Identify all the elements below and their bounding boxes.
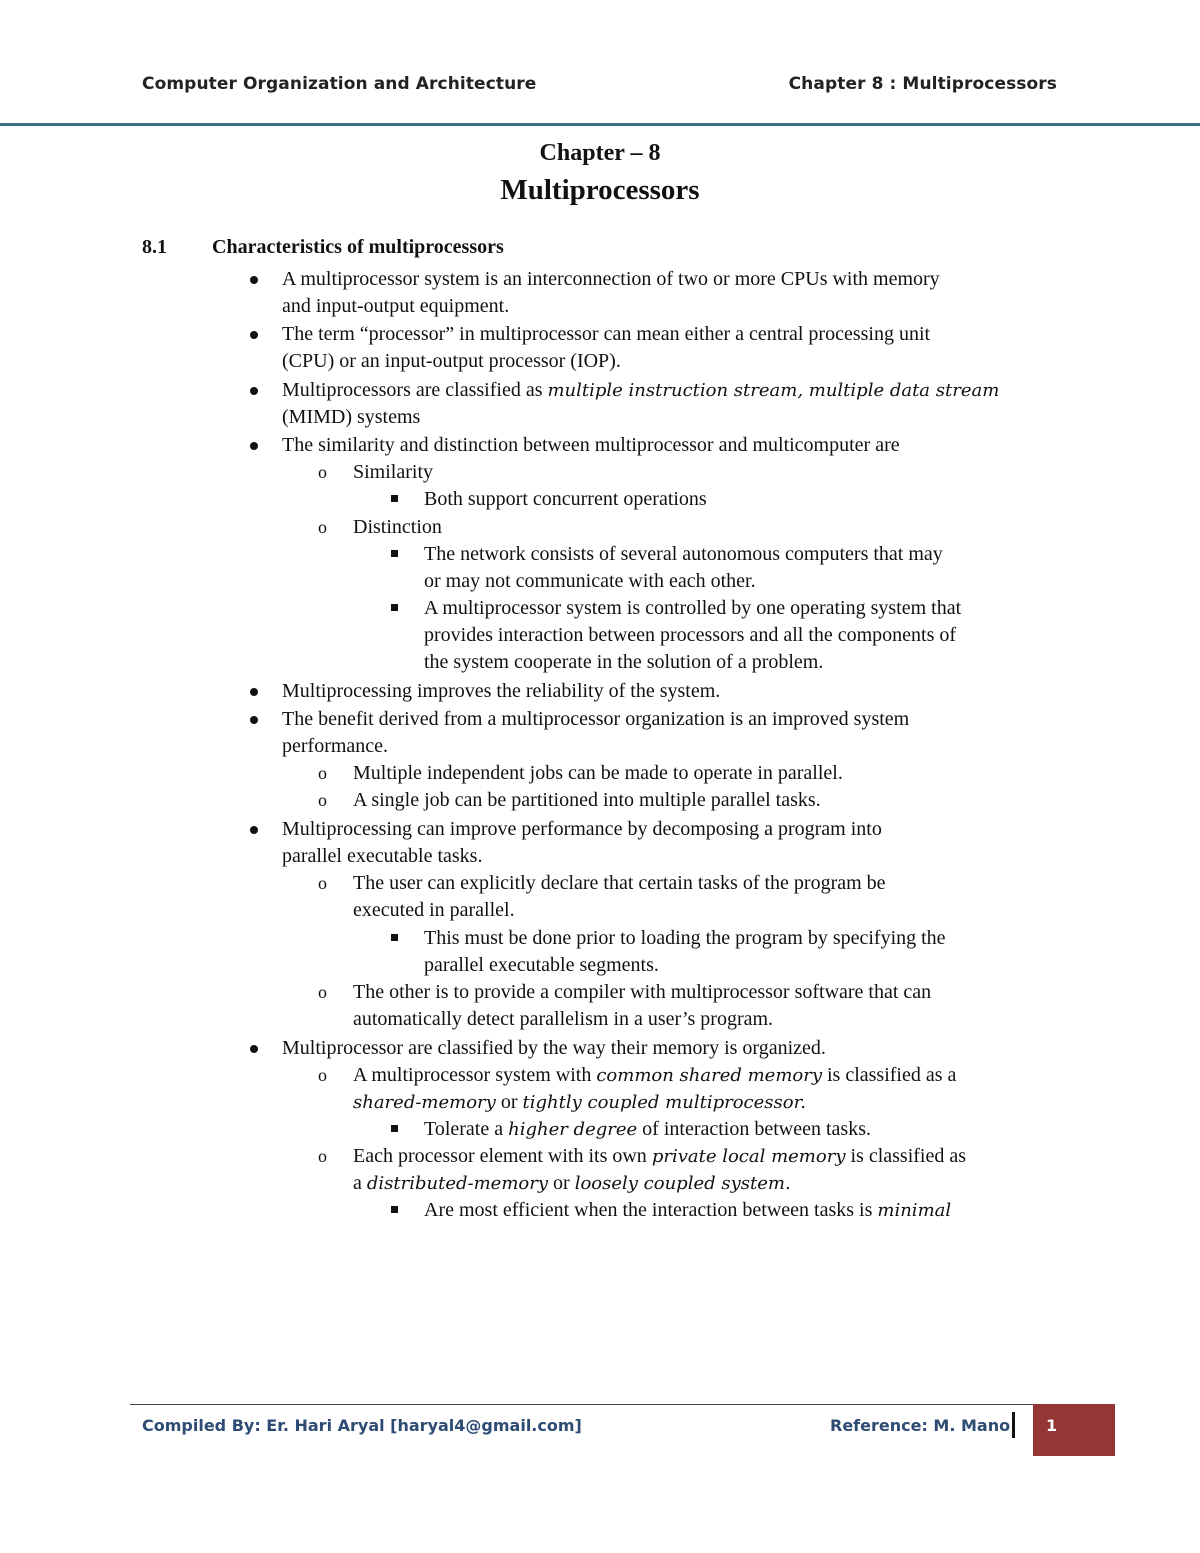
emphasis: minimal: [877, 1200, 952, 1221]
sub-item-text: A multiprocessor system with common shared memory is classified as a: [353, 1064, 957, 1086]
list-item-text: (MIMD) systems: [282, 406, 421, 428]
sub-bullet-marker: o: [318, 1146, 327, 1166]
list-item-text: The benefit derived from a multiprocessor organization is an improved system: [282, 708, 910, 730]
sub-item-text: Distinction: [353, 516, 442, 538]
footer-reference: Reference: M. Mano: [830, 1416, 1011, 1435]
bullet-marker: [250, 276, 258, 284]
sub-bullet-marker: o: [318, 517, 327, 537]
sub-sub-item-text: Both support concurrent operations: [424, 488, 707, 510]
sub-bullet-marker: o: [318, 982, 327, 1002]
emphasis: loosely coupled system.: [574, 1173, 791, 1194]
square-bullet-marker: [391, 1125, 398, 1132]
section-number: 8.1: [142, 236, 167, 258]
list-item-text: Multiprocessor are classified by the way their memory is organized.: [282, 1037, 826, 1059]
sub-bullet-marker: o: [318, 462, 327, 482]
list-item-text: The similarity and distinction between multiprocessor and multicomputer are: [282, 434, 900, 456]
square-bullet-marker: [391, 604, 398, 611]
emphasis: shared-memory: [353, 1092, 496, 1113]
sub-sub-item-text: parallel executable segments.: [424, 954, 659, 976]
emphasis: common shared memory: [596, 1065, 822, 1086]
bullet-marker: [250, 716, 258, 724]
list-item-text: (CPU) or an input-output processor (IOP).: [282, 350, 621, 372]
list-item-text: A multiprocessor system is an interconnection of two or more CPUs with memory: [282, 268, 940, 290]
list-item-text: and input-output equipment.: [282, 295, 510, 317]
square-bullet-marker: [391, 934, 398, 941]
sub-item-text: The user can explicitly declare that certain tasks of the program be: [353, 872, 886, 894]
sub-sub-item-text: A multiprocessor system is controlled by one operating system that: [424, 597, 962, 619]
emphasis: multiple instruction stream, multiple data stream: [547, 380, 1000, 401]
square-bullet-marker: [391, 495, 398, 502]
footer-compiled-by: Compiled By: Er. Hari Aryal [haryal4@gmail.com]: [142, 1416, 582, 1435]
sub-sub-item-text: Are most efficient when the interaction between tasks is minimal: [424, 1199, 952, 1221]
sub-item-text: executed in parallel.: [353, 899, 515, 921]
sub-sub-item-text: The network consists of several autonomous computers that may: [424, 543, 943, 565]
square-bullet-marker: [391, 1206, 398, 1213]
sub-sub-item-text: or may not communicate with each other.: [424, 570, 756, 592]
bullet-marker: [250, 1045, 258, 1053]
list-item-text: Multiprocessing can improve performance by decomposing a program into: [282, 818, 882, 840]
emphasis: tightly coupled multiprocessor.: [522, 1092, 806, 1113]
emphasis: private local memory: [651, 1146, 846, 1167]
list-item-text: The term “processor” in multiprocessor can mean either a central processing unit: [282, 323, 931, 345]
header-chapter: Chapter 8 : Multiprocessors: [788, 74, 1057, 94]
section-title: Characteristics of multiprocessors: [212, 236, 504, 258]
list-item-text: performance.: [282, 735, 389, 757]
list-item-text: Multiprocessing improves the reliability of the system.: [282, 680, 721, 702]
sub-item-text: shared-memory or tightly coupled multiprocessor.: [353, 1091, 806, 1113]
sub-item-text: A single job can be partitioned into multiple parallel tasks.: [353, 789, 821, 811]
footer-separator: [1012, 1412, 1015, 1438]
header-divider: [0, 123, 1200, 126]
sub-item-text: The other is to provide a compiler with multiprocessor software that can: [353, 981, 932, 1003]
bullet-marker: [250, 387, 258, 395]
footer-divider: [130, 1404, 1115, 1405]
chapter-number: Chapter – 8: [539, 140, 661, 166]
sub-item-text: Similarity: [353, 461, 433, 483]
sub-item-text: a distributed-memory or loosely coupled system.: [353, 1172, 791, 1194]
chapter-title: Multiprocessors: [500, 174, 700, 206]
sub-item-text: automatically detect parallelism in a user’s program.: [353, 1008, 774, 1030]
header-doc-title: Computer Organization and Architecture: [142, 74, 537, 94]
sub-sub-item-text: the system cooperate in the solution of a problem.: [424, 651, 824, 673]
sub-sub-item-text: Tolerate a higher degree of interaction between tasks.: [424, 1118, 871, 1140]
sub-bullet-marker: o: [318, 873, 327, 893]
list-item-text: Multiprocessors are classified as multiple instruction stream, multiple data stream: [282, 379, 1000, 401]
sub-item-text: Each processor element with its own private local memory is classified as: [353, 1145, 967, 1167]
bullet-marker: [250, 688, 258, 696]
emphasis: distributed-memory: [366, 1173, 549, 1194]
sub-item-text: Multiple independent jobs can be made to operate in parallel.: [353, 762, 843, 784]
bullet-marker: [250, 331, 258, 339]
bullet-marker: [250, 442, 258, 450]
bullet-marker: [250, 826, 258, 834]
sub-sub-item-text: This must be done prior to loading the program by specifying the: [424, 927, 946, 949]
page-number: 1: [1046, 1416, 1058, 1435]
sub-bullet-marker: o: [318, 763, 327, 783]
square-bullet-marker: [391, 550, 398, 557]
emphasis: higher degree: [508, 1119, 638, 1140]
sub-bullet-marker: o: [318, 1065, 327, 1085]
sub-sub-item-text: provides interaction between processors and all the components of: [424, 624, 957, 646]
list-item-text: parallel executable tasks.: [282, 845, 483, 867]
sub-bullet-marker: o: [318, 790, 327, 810]
